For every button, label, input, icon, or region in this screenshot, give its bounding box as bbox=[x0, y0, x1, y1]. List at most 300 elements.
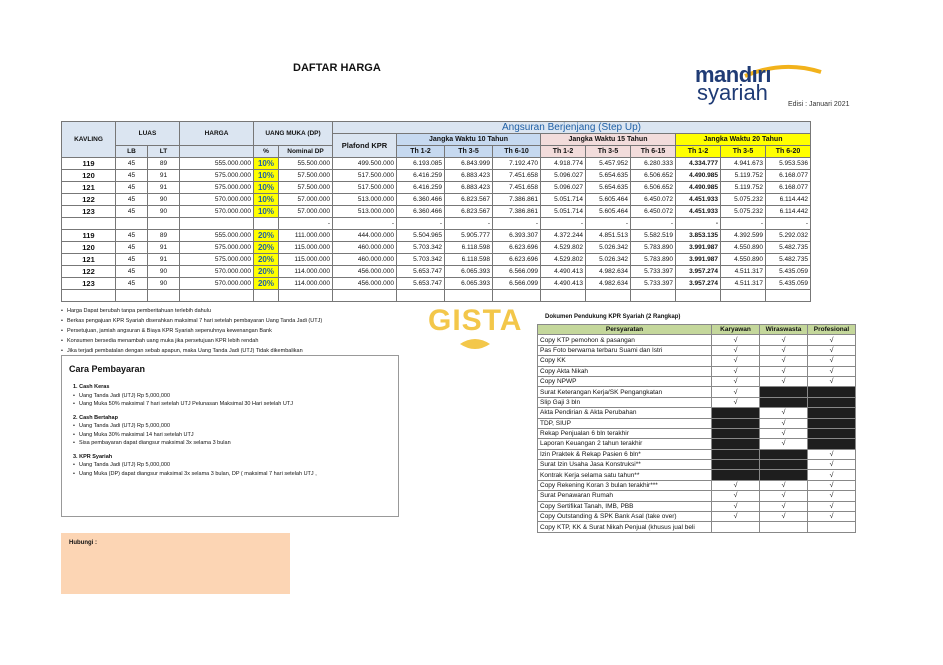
header-th: Th 6-10 bbox=[493, 146, 541, 158]
table-cell bbox=[631, 290, 676, 302]
table-cell: 570.000.000 bbox=[180, 266, 254, 278]
table-row-blank bbox=[62, 290, 811, 302]
table-cell: 7.451.658 bbox=[493, 170, 541, 182]
documents-row bbox=[538, 460, 856, 470]
table-cell: 4.982.634 bbox=[586, 266, 631, 278]
requirement-cell bbox=[712, 522, 760, 532]
table-cell: 4.918.774 bbox=[541, 158, 586, 170]
table-cell: 517.500.000 bbox=[333, 182, 397, 194]
table-cell: 114.000.000 bbox=[279, 278, 333, 290]
requirement-cell: √ bbox=[760, 439, 808, 449]
requirement-cell bbox=[808, 428, 856, 438]
table-cell: 5.653.747 bbox=[397, 266, 445, 278]
table-cell: 89 bbox=[148, 230, 180, 242]
requirement-cell bbox=[760, 522, 808, 532]
requirement-cell bbox=[712, 408, 760, 418]
table-cell: 6.623.696 bbox=[493, 242, 541, 254]
table-cell: 5.654.635 bbox=[586, 182, 631, 194]
table-cell: 45 bbox=[116, 170, 148, 182]
table-row bbox=[62, 278, 811, 290]
table-cell: 20% bbox=[254, 266, 279, 278]
requirement-cell bbox=[808, 408, 856, 418]
table-cell: 45 bbox=[116, 266, 148, 278]
requirement-cell bbox=[712, 470, 760, 480]
requirement-label: Laporan Keuangan 2 tahun terakhir bbox=[538, 439, 712, 449]
table-cell: 6.416.259 bbox=[397, 182, 445, 194]
documents-row bbox=[538, 408, 856, 418]
table-cell: 6.416.259 bbox=[397, 170, 445, 182]
documents-row bbox=[538, 470, 856, 480]
table-cell: 5.953.536 bbox=[766, 158, 811, 170]
table-cell: 5.051.714 bbox=[541, 206, 586, 218]
table-row bbox=[62, 230, 811, 242]
table-cell bbox=[254, 290, 279, 302]
table-cell: 45 bbox=[116, 278, 148, 290]
table-cell: 6.843.999 bbox=[445, 158, 493, 170]
requirement-label: Surat Penawaran Rumah bbox=[538, 491, 712, 501]
table-cell: 4.451.933 bbox=[676, 206, 721, 218]
requirement-cell: √ bbox=[760, 501, 808, 511]
table-cell: - bbox=[676, 218, 721, 230]
header-jw10: Jangka Waktu 10 Tahun bbox=[397, 134, 541, 146]
requirement-cell: √ bbox=[712, 366, 760, 376]
table-cell: 5.582.519 bbox=[631, 230, 676, 242]
payment-body bbox=[73, 383, 317, 483]
requirement-label: Akta Pendirian & Akta Perubahan bbox=[538, 408, 712, 418]
table-cell: 4.490.985 bbox=[676, 170, 721, 182]
table-cell: 5.733.397 bbox=[631, 278, 676, 290]
documents-row bbox=[538, 480, 856, 490]
table-cell: 10% bbox=[254, 158, 279, 170]
table-cell: 121 bbox=[62, 254, 116, 266]
table-cell: 20% bbox=[254, 278, 279, 290]
table-cell: 3.957.274 bbox=[676, 278, 721, 290]
table-cell: - bbox=[766, 218, 811, 230]
table-cell: 3.991.987 bbox=[676, 254, 721, 266]
requirement-cell: √ bbox=[808, 460, 856, 470]
documents-row bbox=[538, 439, 856, 449]
price-table bbox=[61, 121, 811, 302]
requirement-cell: √ bbox=[712, 387, 760, 397]
table-row bbox=[62, 194, 811, 206]
documents-header: Karyawan bbox=[712, 325, 760, 335]
table-cell: 4.511.317 bbox=[721, 266, 766, 278]
table-cell: 575.000.000 bbox=[180, 254, 254, 266]
table-cell: 6.065.393 bbox=[445, 266, 493, 278]
table-cell: 57.000.000 bbox=[279, 206, 333, 218]
table-cell: 4.372.244 bbox=[541, 230, 586, 242]
table-cell: 5.096.027 bbox=[541, 182, 586, 194]
payment-section-heading: 3. KPR Syariah bbox=[73, 453, 113, 460]
requirement-cell: √ bbox=[760, 345, 808, 355]
table-cell: 91 bbox=[148, 242, 180, 254]
gista-ornament-icon bbox=[458, 336, 492, 352]
requirement-cell: √ bbox=[760, 428, 808, 438]
table-cell: 4.511.317 bbox=[721, 278, 766, 290]
table-cell: 5.703.342 bbox=[397, 254, 445, 266]
table-cell: - bbox=[586, 218, 631, 230]
table-cell: 5.605.464 bbox=[586, 194, 631, 206]
requirement-label: Izin Praktek & Rekap Pasien 6 bln* bbox=[538, 449, 712, 459]
header-jw20: Jangka Waktu 20 Tahun bbox=[676, 134, 811, 146]
payment-item: • Uang Tanda Jadi (UTJ) Rp 5,000,000 bbox=[73, 422, 317, 431]
table-cell: 45 bbox=[116, 182, 148, 194]
table-cell: 5.783.890 bbox=[631, 242, 676, 254]
requirement-cell: √ bbox=[808, 501, 856, 511]
table-cell: 120 bbox=[62, 170, 116, 182]
table-cell: - bbox=[493, 218, 541, 230]
note-item: • Jika terjadi pembatalan dengan sebab apapun, maka Uang Tanda Jadi (UTJ) Tidak dikembalikan bbox=[61, 346, 322, 356]
table-cell: 20% bbox=[254, 230, 279, 242]
table-row bbox=[62, 218, 811, 230]
table-cell: 6.450.072 bbox=[631, 194, 676, 206]
table-cell: 90 bbox=[148, 278, 180, 290]
table-cell: 5.457.952 bbox=[586, 158, 631, 170]
header-th: Th 3-5 bbox=[586, 146, 631, 158]
table-cell bbox=[254, 218, 279, 230]
requirement-cell: √ bbox=[760, 408, 808, 418]
table-cell: 575.000.000 bbox=[180, 182, 254, 194]
table-cell: 6.193.085 bbox=[397, 158, 445, 170]
table-cell: 456.000.000 bbox=[333, 278, 397, 290]
table-cell bbox=[180, 218, 254, 230]
table-cell: 5.653.747 bbox=[397, 278, 445, 290]
table-cell: 122 bbox=[62, 194, 116, 206]
requirement-label: Copy KTP pemohon & pasangan bbox=[538, 335, 712, 345]
table-cell: 5.905.777 bbox=[445, 230, 493, 242]
table-cell: - bbox=[333, 218, 397, 230]
table-cell: 456.000.000 bbox=[333, 266, 397, 278]
table-cell: 6.393.307 bbox=[493, 230, 541, 242]
table-cell: 4.334.777 bbox=[676, 158, 721, 170]
table-row bbox=[62, 170, 811, 182]
payment-box bbox=[61, 355, 399, 517]
requirement-label: Kontrak Kerja selama satu tahun** bbox=[538, 470, 712, 480]
table-cell: 513.000.000 bbox=[333, 206, 397, 218]
requirement-cell bbox=[760, 397, 808, 407]
table-cell: 20% bbox=[254, 242, 279, 254]
requirement-cell: √ bbox=[712, 345, 760, 355]
note-item: • Konsumen bersedia menambah uang muka jika persetujuan KPR lebih rendah bbox=[61, 336, 322, 346]
documents-row bbox=[538, 418, 856, 428]
requirement-cell: √ bbox=[808, 512, 856, 522]
table-cell: 6.823.567 bbox=[445, 194, 493, 206]
payment-item: • Uang Muka 30% maksimal 14 hari setelah UTJ bbox=[73, 431, 317, 440]
table-cell: 6.280.333 bbox=[631, 158, 676, 170]
table-cell: 90 bbox=[148, 266, 180, 278]
requirement-cell bbox=[712, 449, 760, 459]
table-cell: 4.851.513 bbox=[586, 230, 631, 242]
requirement-cell: √ bbox=[712, 376, 760, 386]
requirement-label: Pas Foto berwarna terbaru Suami dan Istri bbox=[538, 345, 712, 355]
requirement-cell: √ bbox=[760, 512, 808, 522]
requirement-cell: √ bbox=[760, 491, 808, 501]
note-item: • Harga Dapat berubah tanpa pemberitahuan terlebih dahulu bbox=[61, 306, 322, 316]
table-cell: 7.386.861 bbox=[493, 194, 541, 206]
table-cell: 91 bbox=[148, 170, 180, 182]
table-cell: 6.118.598 bbox=[445, 254, 493, 266]
table-cell: 5.783.890 bbox=[631, 254, 676, 266]
documents-row bbox=[538, 491, 856, 501]
table-cell: 111.000.000 bbox=[279, 230, 333, 242]
requirement-cell bbox=[760, 460, 808, 470]
table-cell bbox=[721, 290, 766, 302]
table-cell: 4.490.413 bbox=[541, 266, 586, 278]
header-th: Th 1-2 bbox=[397, 146, 445, 158]
requirement-cell: √ bbox=[808, 491, 856, 501]
requirement-cell bbox=[808, 439, 856, 449]
table-cell: 5.435.059 bbox=[766, 266, 811, 278]
table-cell: 7.192.470 bbox=[493, 158, 541, 170]
table-cell: 6.883.423 bbox=[445, 182, 493, 194]
table-row bbox=[62, 242, 811, 254]
table-cell: 460.000.000 bbox=[333, 242, 397, 254]
notes-list bbox=[61, 306, 322, 356]
table-cell bbox=[116, 290, 148, 302]
table-cell: 6.823.567 bbox=[445, 206, 493, 218]
requirement-cell: √ bbox=[808, 480, 856, 490]
requirement-cell bbox=[712, 460, 760, 470]
header-uang-muka: UANG MUKA (DP) bbox=[254, 122, 333, 146]
table-cell: 3.991.987 bbox=[676, 242, 721, 254]
spacer bbox=[73, 478, 317, 483]
table-cell: 5.733.397 bbox=[631, 266, 676, 278]
requirement-cell bbox=[808, 397, 856, 407]
table-cell: 6.506.652 bbox=[631, 170, 676, 182]
table-cell: 5.051.714 bbox=[541, 194, 586, 206]
requirement-cell: √ bbox=[712, 501, 760, 511]
table-cell: 570.000.000 bbox=[180, 278, 254, 290]
table-cell: 57.500.000 bbox=[279, 170, 333, 182]
table-cell: - bbox=[397, 218, 445, 230]
table-cell: 6.450.072 bbox=[631, 206, 676, 218]
requirement-label: Copy Sertifikat Tanah, IMB, PBB bbox=[538, 501, 712, 511]
header-th: Th 1-2 bbox=[676, 146, 721, 158]
table-cell: - bbox=[445, 218, 493, 230]
requirement-cell: √ bbox=[808, 335, 856, 345]
table-cell: - bbox=[541, 218, 586, 230]
table-cell bbox=[445, 290, 493, 302]
documents-row bbox=[538, 345, 856, 355]
header-plafond: Plafond KPR bbox=[333, 134, 397, 158]
documents-row bbox=[538, 501, 856, 511]
payment-item: • Uang Muka (DP) dapat diangsur maksimal 3x selama 3 bulan, DP ( maksimal 7 hari setelah UTJ , bbox=[73, 470, 317, 479]
note-item: • Persetujuan, jamiah angsuran & Biaya KPR Syariah sepenuhnya kewenangan Bank bbox=[61, 326, 322, 336]
requirement-cell: √ bbox=[808, 376, 856, 386]
table-cell bbox=[541, 290, 586, 302]
documents-row bbox=[538, 397, 856, 407]
header-th: Th 3-5 bbox=[721, 146, 766, 158]
documents-header: Persyaratan bbox=[538, 325, 712, 335]
requirement-cell bbox=[712, 428, 760, 438]
table-cell bbox=[333, 290, 397, 302]
requirement-label: Copy KK bbox=[538, 356, 712, 366]
header-pct: % bbox=[254, 146, 279, 158]
requirement-label: Copy Akta Nikah bbox=[538, 366, 712, 376]
table-cell: 513.000.000 bbox=[333, 194, 397, 206]
requirement-label: Copy Rekening Koran 3 bulan terakhir*** bbox=[538, 480, 712, 490]
header-th: Th 3-5 bbox=[445, 146, 493, 158]
table-cell bbox=[766, 290, 811, 302]
table-cell: 122 bbox=[62, 266, 116, 278]
table-cell: 5.026.342 bbox=[586, 242, 631, 254]
table-row bbox=[62, 254, 811, 266]
page-title: DAFTAR HARGA bbox=[293, 62, 381, 74]
requirement-cell: √ bbox=[712, 512, 760, 522]
table-cell: 4.529.802 bbox=[541, 254, 586, 266]
table-cell bbox=[116, 218, 148, 230]
requirement-label: Slip Gaji 3 bln bbox=[538, 397, 712, 407]
table-row bbox=[62, 266, 811, 278]
table-cell: 123 bbox=[62, 278, 116, 290]
table-cell: 3.853.135 bbox=[676, 230, 721, 242]
requirement-cell: √ bbox=[712, 397, 760, 407]
payment-item: • Uang Tanda Jadi (UTJ) Rp 5,000,000 bbox=[73, 461, 317, 470]
table-cell: 45 bbox=[116, 158, 148, 170]
requirement-cell bbox=[712, 418, 760, 428]
documents-row bbox=[538, 449, 856, 459]
header-lt: LT bbox=[148, 146, 180, 158]
header-jw15: Jangka Waktu 15 Tahun bbox=[541, 134, 676, 146]
requirement-label: Surat Keterangan Kerja/SK Pengangkatan bbox=[538, 387, 712, 397]
table-cell: - bbox=[631, 218, 676, 230]
header-luas: LUAS bbox=[116, 122, 180, 146]
requirement-cell: √ bbox=[808, 449, 856, 459]
table-cell: 570.000.000 bbox=[180, 194, 254, 206]
table-cell: 45 bbox=[116, 230, 148, 242]
table-cell: 120 bbox=[62, 242, 116, 254]
table-cell: 6.114.442 bbox=[766, 206, 811, 218]
table-cell bbox=[586, 290, 631, 302]
requirement-cell: √ bbox=[808, 366, 856, 376]
table-cell: 115.000.000 bbox=[279, 242, 333, 254]
table-cell: 4.490.413 bbox=[541, 278, 586, 290]
table-cell: 45 bbox=[116, 242, 148, 254]
logo-main-text: mandırı bbox=[695, 62, 771, 87]
edition-label: Edisi : Januari 2021 bbox=[788, 101, 850, 108]
table-cell bbox=[397, 290, 445, 302]
table-cell: 6.065.393 bbox=[445, 278, 493, 290]
payment-item: • Uang Tanda Jadi (UTJ) Rp 5,000,000 bbox=[73, 392, 317, 401]
payment-title: Cara Pembayaran bbox=[69, 364, 146, 374]
table-cell: 6.168.077 bbox=[766, 182, 811, 194]
table-cell: 90 bbox=[148, 194, 180, 206]
table-cell: 3.957.274 bbox=[676, 266, 721, 278]
requirement-cell: √ bbox=[808, 470, 856, 480]
table-cell bbox=[279, 290, 333, 302]
payment-item: • Uang Muka 50% maksimal 7 hari setelah UTJ Pelunasan Maksimal 30 Hari setelah UTJ bbox=[73, 400, 317, 409]
table-cell bbox=[62, 290, 116, 302]
requirement-label: Copy Outstanding & SPK Bank Asal (take over) bbox=[538, 512, 712, 522]
header-harga: HARGA bbox=[180, 122, 254, 146]
requirement-label: Copy KTP, KK & Surat Nikah Penjual (khusus jual beli bbox=[538, 522, 712, 532]
table-cell bbox=[676, 290, 721, 302]
table-cell: 4.392.599 bbox=[721, 230, 766, 242]
documents-title: Dokumen Pendukung KPR Syariah (2 Rangkap) bbox=[545, 314, 681, 320]
requirement-label: Rekap Penjualan 6 bln terakhir bbox=[538, 428, 712, 438]
table-row bbox=[62, 206, 811, 218]
table-cell: 6.118.598 bbox=[445, 242, 493, 254]
header-th: Th 6-20 bbox=[766, 146, 811, 158]
requirement-label: Copy NPWP bbox=[538, 376, 712, 386]
payment-item: • Sisa pembayaran dapat diangsur maksimal 3x selama 3 bulan bbox=[73, 439, 317, 448]
table-cell: 119 bbox=[62, 158, 116, 170]
header-th: Th 6-15 bbox=[631, 146, 676, 158]
table-cell: 57.000.000 bbox=[279, 194, 333, 206]
table-cell: 20% bbox=[254, 254, 279, 266]
requirement-cell: √ bbox=[712, 480, 760, 490]
table-cell: 119 bbox=[62, 230, 116, 242]
header-kavling: KAVLING bbox=[62, 122, 116, 158]
table-cell: 5.482.735 bbox=[766, 254, 811, 266]
table-cell: 4.941.673 bbox=[721, 158, 766, 170]
table-cell: 5.504.965 bbox=[397, 230, 445, 242]
table-cell: 4.982.634 bbox=[586, 278, 631, 290]
table-cell: 89 bbox=[148, 158, 180, 170]
table-cell bbox=[180, 290, 254, 302]
table-cell: - bbox=[721, 218, 766, 230]
table-cell bbox=[148, 218, 180, 230]
table-cell: 4.550.890 bbox=[721, 242, 766, 254]
table-cell: 6.168.077 bbox=[766, 170, 811, 182]
documents-row bbox=[538, 376, 856, 386]
note-item: • Berkas pengajuan KPR Syariah diserahkan maksimal 7 hari setelah pembayaran Uang Tanda Jadi (UTJ) bbox=[61, 316, 322, 326]
gista-watermark bbox=[428, 304, 528, 354]
table-cell: 499.500.000 bbox=[333, 158, 397, 170]
documents-header: Wiraswasta bbox=[760, 325, 808, 335]
table-cell: 5.026.342 bbox=[586, 254, 631, 266]
documents-header: Profesional bbox=[808, 325, 856, 335]
payment-section-heading: 1. Cash Keras bbox=[73, 384, 110, 390]
table-cell: 6.506.652 bbox=[631, 182, 676, 194]
header-harga-blank bbox=[180, 146, 254, 158]
table-cell: 6.114.442 bbox=[766, 194, 811, 206]
table-cell: 570.000.000 bbox=[180, 206, 254, 218]
table-cell: 7.451.658 bbox=[493, 182, 541, 194]
requirement-cell bbox=[712, 439, 760, 449]
table-cell: 5.654.635 bbox=[586, 170, 631, 182]
requirement-cell: √ bbox=[760, 356, 808, 366]
requirement-cell bbox=[760, 449, 808, 459]
requirement-cell: √ bbox=[808, 345, 856, 355]
table-cell: 5.119.752 bbox=[721, 182, 766, 194]
table-cell: 90 bbox=[148, 206, 180, 218]
table-cell: 57.500.000 bbox=[279, 182, 333, 194]
table-cell: 575.000.000 bbox=[180, 170, 254, 182]
table-cell bbox=[148, 290, 180, 302]
table-cell: 45 bbox=[116, 194, 148, 206]
requirement-cell: √ bbox=[712, 491, 760, 501]
payment-section-heading: 2. Cash Bertahap bbox=[73, 414, 118, 421]
gista-watermark-text: GISTA bbox=[428, 304, 523, 337]
contact-box bbox=[61, 533, 290, 594]
table-cell: 5.292.032 bbox=[766, 230, 811, 242]
table-cell: 5.075.232 bbox=[721, 206, 766, 218]
documents-row bbox=[538, 522, 856, 532]
table-cell: 91 bbox=[148, 182, 180, 194]
table-cell: 555.000.000 bbox=[180, 230, 254, 242]
requirement-label: Surat Izin Usaha Jasa Konstruksi** bbox=[538, 460, 712, 470]
table-cell: 5.482.735 bbox=[766, 242, 811, 254]
requirement-cell bbox=[808, 418, 856, 428]
header-th: Th 1-2 bbox=[541, 146, 586, 158]
table-cell: 10% bbox=[254, 182, 279, 194]
requirement-cell: √ bbox=[712, 356, 760, 366]
table-cell: 121 bbox=[62, 182, 116, 194]
table-cell: 45 bbox=[116, 254, 148, 266]
table-cell: 5.119.752 bbox=[721, 170, 766, 182]
requirement-cell: √ bbox=[760, 480, 808, 490]
